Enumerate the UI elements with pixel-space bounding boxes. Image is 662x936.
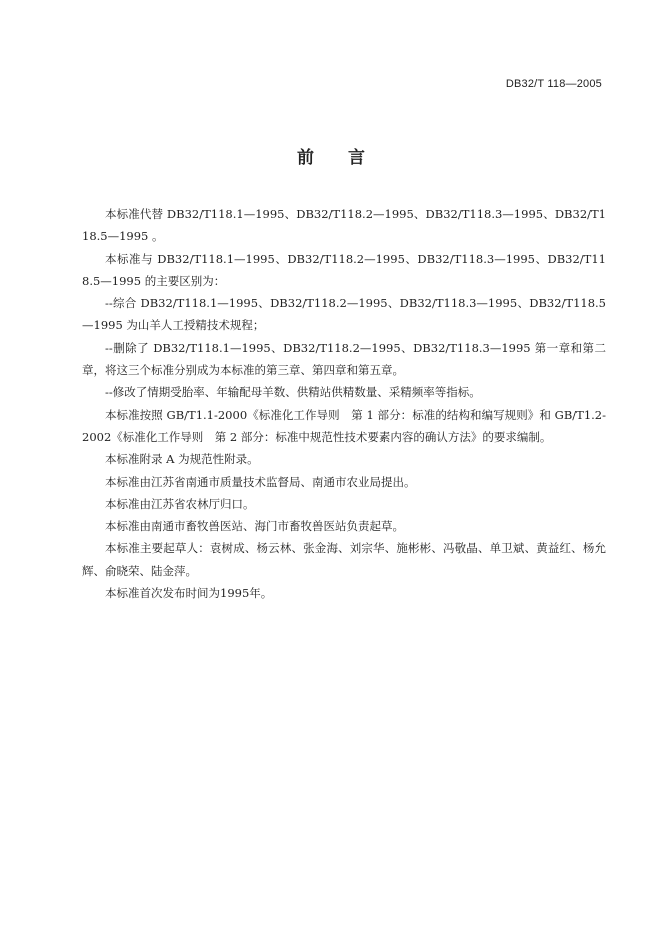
foreword-body (82, 203, 606, 604)
paragraph-differences: 本标准与 DB32/T118.1—1995、DB32/T118.2—1995、DB32/T118.3—1995、DB32/T118.5—1995 的主要区别为： (82, 251, 606, 288)
paragraph-drafting-rules: 本标准按照 GB/T1.1-2000《标准化工作导则 第 1 部分：标准的结构和编写规则》和 GB/T1.2-2002《标准化工作导则 第 2 部分：标准中规范性技术要素内容的确认方法》的要求编制。 (82, 407, 606, 444)
paragraph-replaces: 本标准代替 DB32/T118.1—1995、DB32/T118.2—1995、DB32/T118.3—1995、DB32/T118.5—1995 。 (82, 207, 606, 244)
paragraph-drafting-units: 本标准由南通市畜牧兽医站、海门市畜牧兽医站负责起草。 (105, 519, 404, 534)
list-item-merge: --综合 DB32/T118.1—1995、DB32/T118.2—1995、DB32/T118.3—1995、DB32/T118.5—1995 为山羊人工授精技术规程； (82, 296, 606, 333)
list-item-modify: --修改了情期受胎率、年输配母羊数、供精站供精数量、采精频率等指标。 (105, 385, 481, 400)
document-code: DB32/T 118—2005 (505, 78, 602, 90)
page-title: 前言 (297, 148, 399, 168)
paragraph-drafters: 本标准主要起草人：袁树成、杨云林、张金海、刘宗华、施彬彬、冯敬晶、单卫斌、黄益红、杨允辉、俞晓荣、陆金萍。 (82, 541, 606, 578)
paragraph-appendix: 本标准附录 A 为规范性附录。 (105, 452, 259, 467)
list-item-delete: --删除了 DB32/T118.1—1995、DB32/T118.2—1995、DB32/T118.3—1995 第一章和第二章，将这三个标准分别成为本标准的第三章、第四章和第五章。 (82, 340, 606, 378)
paragraph-centralized: 本标准由江苏省农林厅归口。 (105, 496, 255, 511)
paragraph-first-release: 本标准首次发布时间为1995年。 (105, 586, 273, 601)
paragraph-proposer: 本标准由江苏省南通市质量技术监督局、南通市农业局提出。 (105, 474, 416, 489)
